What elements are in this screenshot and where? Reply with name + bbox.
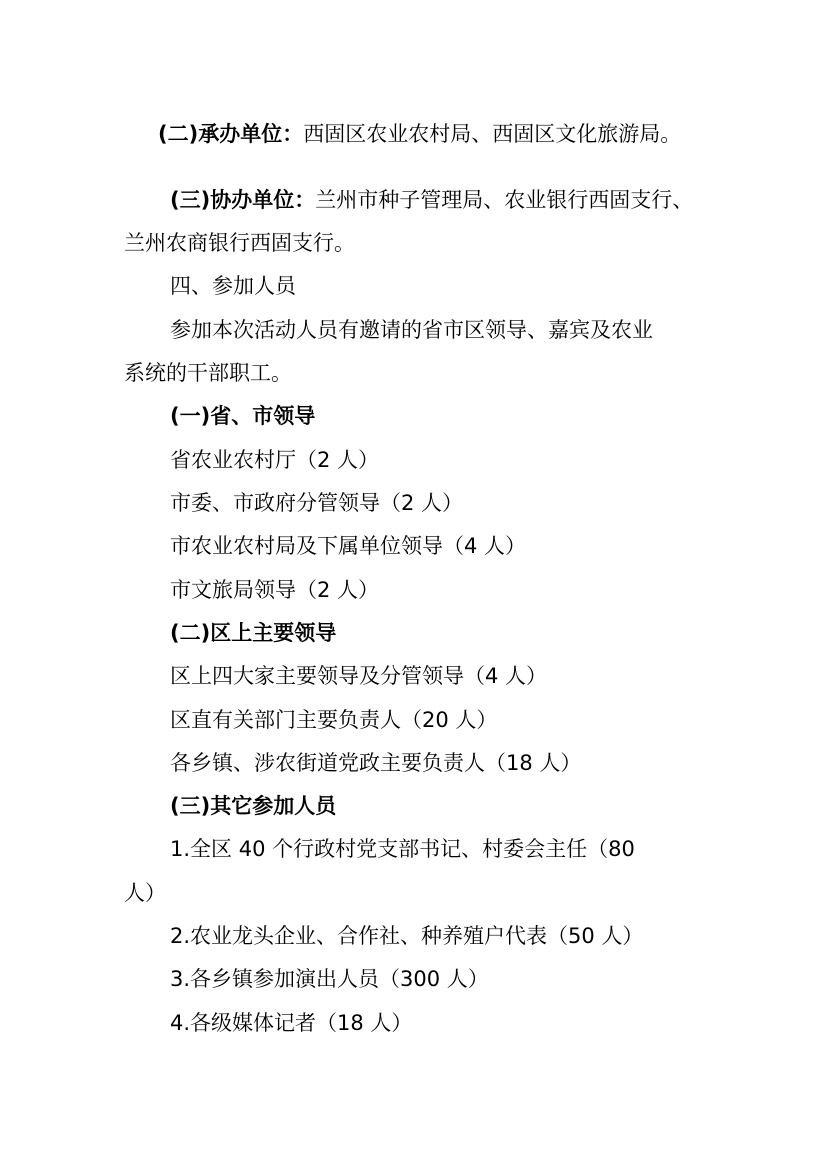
list-item: 区上四大家主要领导及分管领导（4 人） (170, 664, 548, 688)
section-heading-participants: 四、参加人员 (170, 274, 296, 298)
organizer-text: 西固区农业农村局、西固区文化旅游局。 (303, 122, 682, 146)
organizer-line (158, 120, 758, 148)
intro-paragraph-line1: 参加本次活动人员有邀请的省市区领导、嘉宾及农业 (170, 318, 653, 342)
list-item: 各乡镇、涉农街道党政主要负责人（18 人） (170, 751, 582, 775)
list-item: 1.全区 40 个行政村党支部书记、村委会主任（80 (170, 837, 635, 861)
list-item: 4.各级媒体记者（18 人） (170, 1011, 413, 1035)
list-item: 区直有关部门主要负责人（20 人） (170, 708, 498, 732)
co-organizer-line (170, 186, 770, 214)
co-organizer-label: (三)协办单位： (170, 188, 316, 212)
list-item: 市委、市政府分管领导（2 人） (170, 491, 464, 515)
co-organizer-continuation: 兰州农商银行西固支行。 (124, 231, 355, 255)
group-heading-provincial: (一)省、市领导 (170, 404, 316, 428)
group-heading-others: (三)其它参加人员 (170, 794, 337, 818)
list-item: 市文旅局领导（2 人） (170, 578, 380, 602)
intro-paragraph-line2: 系统的干部职工。 (124, 361, 292, 385)
list-item-continuation: 人） (124, 881, 166, 905)
list-item: 省农业农村厅（2 人） (170, 448, 380, 472)
group-heading-district: (二)区上主要领导 (170, 621, 337, 645)
list-item: 2.农业龙头企业、合作社、种养殖户代表（50 人） (170, 924, 644, 948)
list-item: 市农业农村局及下属单位领导（4 人） (170, 534, 527, 558)
list-item: 3.各乡镇参加演出人员（300 人） (170, 967, 489, 991)
organizer-label: (二)承办单位： (158, 122, 304, 146)
co-organizer-text: 兰州市种子管理局、农业银行西固支行、 (315, 188, 694, 212)
